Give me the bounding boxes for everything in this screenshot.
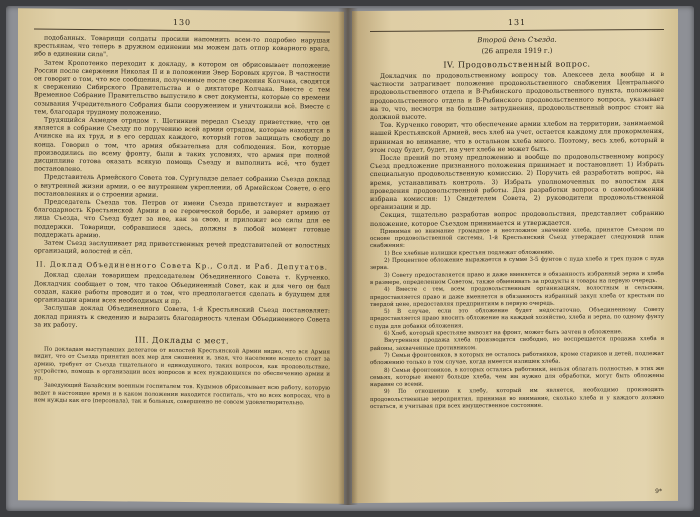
right-header-rule [370,29,664,32]
left-paragraph: Заведующий Базайским военным госпиталем тов. Кудымов обрисовывает всю работу, которую ведет в настоящее время и в каком положении находится госпиталь, что во всех вопросах, что в нем нужды как его (персонала), так и больных, совершенно не совсем удовлетворительно. [34,382,330,407]
right-page-number: 131 [507,17,527,28]
right-page [352,9,678,503]
list-item: 1) Все хлебные излишки крестьян подлежат обложению. [384,249,555,257]
right-paragraph: Докладчик по продовольственному вопросу тов. Алексеев дела вообще и в частности затрагивает положение продовольственного снабжения Центрального продовольственного отдела и В-Рыбинского продовольственного пункта, положение продовольственного отдела и В-Рыбинского продовольственного вопроса, указывает на то, что, несмотря на большие затруднения, продовольственный вопрос стоит на должной высоте. [370,70,664,122]
list-item: 5) В случае, если это обложение будет недостаточно, Объединенному Совету предоставляется право вносить обложение на каждый хозяйство, хлеба и зерна, по одному фунту с пуда для добавки обложения. [370,307,664,330]
left-paragraph: По докладам выступавших делегатов от волостей Крестьянской Армии видно, что вся Армия видит, что от Съезда принятия всех мер для сношения и, зная, что население всецело стоит за армию, требует от Съезда тщательного и единодушного, таких вопросов, как продовольствие, устройство, помощь в организации всех вопросов и всех нуждающихся по обеспечению армии и пр. [34,346,330,382]
section-iv-heading: IV. Продовольственный вопрос. [443,59,591,70]
right-paragraph: После прений по этому предложению и вообще по продовольственному вопросу Съезд предложение признанного положения принимает и постановляет: 1) Избрать специальную продовольственную комиссию. 2) Поручить ей разработать вопрос, на время, устанавливать контроль. 3) Избрать уполномоченных по волостям для проведения продовольственной работы. Для разработки вопроса о самообложении избрана комиссия: 1) Свидетелем Совета, 2) руководители продовольственной организации и др. [370,152,664,212]
left-page [18,8,344,503]
list-item: 7) Семьи фронтовиков, в которых не осталось работников, кроме стариков и детей, подлежат обложению только в том случае, когда имеется излишек хлеба. [370,350,664,367]
right-paragraph: Секция, тщательно разработав вопрос продовольствия, представляет собранию положение, которое Съездом принимается и утверждается. [370,210,664,228]
left-page-number: 130 [172,17,192,28]
list-item: 8) Семьи фронтовиков, в которых остались работники, нельзя облагать полностью, в этих же семьях, которые имеют больше хлеба, чем им нужно для обработки, могут быть обложены наравне со всеми. [370,365,664,389]
left-paragraph: Затем Кропотенко переходит к докладу, в котором он обрисовывает положение России после свержения Николая II и в положении Эвер Боровых кругов. В частности он говорит о том, что все сообщения, полученные после свержения Колчака, сводятся к свержению Сибирского Правительства и о диктаторе Колчака. Вместе с тем Временное Собрание Правительство выпустило в свет документы, которые со времени созывания Учредительного Собрания были сооружением и уничтожили всё. Вместе с тем, благодаря трудному положению. [34,59,330,117]
right-page-body [370,35,664,497]
signature-mark: 9* [655,487,662,496]
list-item: 6) Хлеб, который крестьяне вывозят на фронт, может быть зачтен в обложение. [384,329,623,337]
left-page-body [34,34,330,497]
right-paragraph: Тов. Курченко говорит, что обеспечение армии хлебом на территории, занимаемой нашей Крестьянской Армией, весь хлеб на учет, остается каждому для прокормления, принимая во внимание, что в остальном хлеба много. Поэтому, весь хлеб, который в этом году будет, будет, на учет хлеба не может быть. [370,120,664,154]
list-item: 9) По отношению к хлебу, который им является, необходимо производить продовольственные мероприятия, принимая во внимание, сколько хлеба и у каждого должно остаться, и учитывая при всех имущественное состояние. [370,387,664,410]
left-header-rule [34,28,330,32]
left-paragraph: Заслушав доклад Объединенного Совета, 1-й Крестьянский Съезд постановляет: доклад принять к сведению и выразить благодарность членам Объединенного Совета за их работу. [34,304,330,329]
left-paragraph: подобанных. Товарищи солдаты просили напомнить всем-то подробно нарушая крестьянам, что теперь в дружном единении мы можем дать отпор коварного врага, ибо в единении сила". [34,34,330,59]
list-item: 3) Совету предоставляется право и даже вменяется в обязанность избранный зерна и хлеба в размере, определенном Советом, также обменивать за продукты и товары на первую очередь. [370,270,664,286]
section-iii-heading: III. Доклады с мест. [134,335,229,346]
date-line: (26 апреля 1919 г.) [481,46,553,56]
running-head: Второй день Съезда. [477,35,557,45]
list-item: 2) Процентное обложение выражается в сумме 3-5 фунтов с пуда хлеба и трех пудов с пуда зерна. [370,256,664,272]
left-paragraph: Доклад сделан товарищем председателем Объединенного Совета т. Курченко. Докладчик сообщает о том, что такое Объединенный Совет, как и для чего он был создан, какие работы проводит и о том, что предполагается сделать в будущем для организации армии всех необходимых и пр. [34,272,330,306]
section-ii-heading: II. Доклад Объединенного Совета Кр., Солд. и Раб. Депутатов. [35,260,329,273]
left-paragraph: Затем Съезд заслушивает ряд приветственных речей представителей от волостных организаций, волостей и сёл. [34,239,330,256]
list-intro: Принимая во внимание громадное и неотложное значение хлеба, принятое Съездом по основе продовольственной системы, 1-й Крестьянский Съезд утверждает следующий план снабжения: [370,226,664,250]
list-item: Внутренняя продажа хлеба производится свободно, но воспрещается продажа хлеба в районы, захваченные противником. [370,336,664,352]
left-paragraph: Председатель Съезда тов. Петров от имени Съезда приветствует и выражает благодарность Крестьянской Армии в ее героической борьбе, и заверяет армию от лица Съезда, что Съезд будет за нее, как за свою, и приложит все силы для ее поддержки. Товарищи, собравшиеся здесь, должны в любой момент готовые поддержать армию. [34,198,330,240]
list-item: 4) Вместе с тем, всем продовольственным организациям, волостным и сельским, предоставляется право и даже вменяется в обязанность избранный закуп хлеба от крестьян по твердой цене, предоставляя предприятиям в первую очередь. [370,285,664,308]
left-paragraph: Трудящийся Ахмедов отрядом т. Щетинкин передал Съезду приветствие, что он является в собрание Съезду по поручению всей армии отрядом, которые находятся в Ачинске на их труд, и в его сердцах каждого, который готов защищать свободу до конца. Говорил о том, что армия обязательна для соблюдения. Бои, которые производились по всему фронту, были в таких условиях, что армия при полной дисциплине готова оказать всякую помощь Съезду и выполнить всё, что будет постановлено. [34,116,330,174]
left-paragraph: Представитель Армейского Совета тов. Сургуладзе делает собранию Съезда доклад о внутренней жизни армии, о ее внутреннем укреплении, об Армейском Совете, о его постановлениях и о строении армии. [34,174,330,199]
